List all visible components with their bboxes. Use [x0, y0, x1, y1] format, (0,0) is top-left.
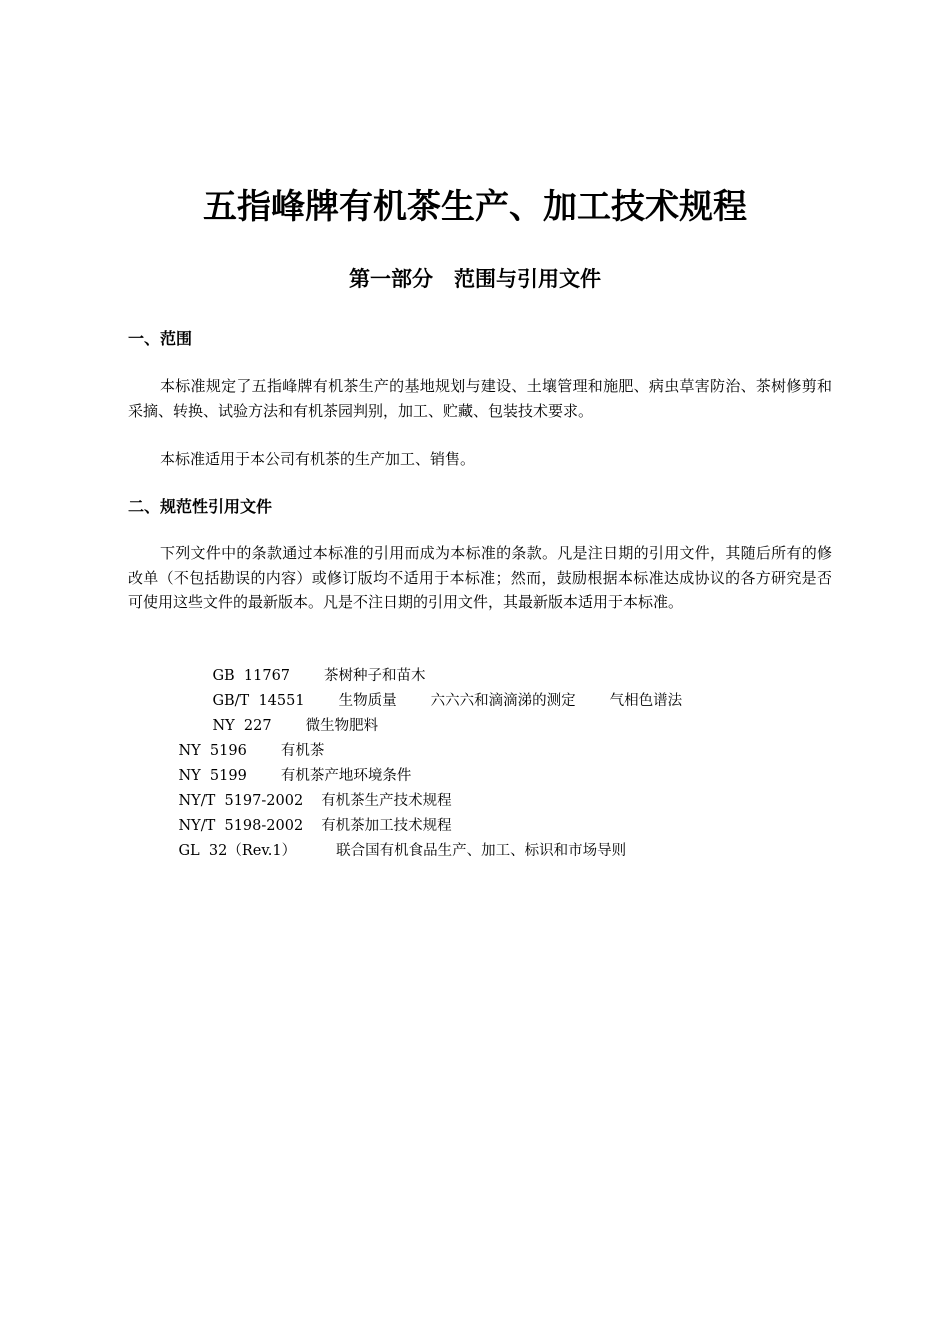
section-heading-scope: 一、范围	[128, 329, 193, 348]
scope-paragraph-2: 本标准适用于本公司有机茶的生产加工、销售。	[160, 450, 476, 468]
reference-code: NY/T 5198-2002	[178, 818, 304, 834]
reference-name: 有机茶加工技术规程	[321, 818, 452, 834]
reference-name: 微生物肥料	[305, 718, 379, 734]
reference-code: GL 32（Rev.1）	[178, 843, 297, 859]
reference-name: 有机茶	[280, 743, 325, 759]
reference-item	[160, 815, 626, 887]
document-title: 五指峰牌有机茶生产、加工技术规程	[203, 187, 747, 227]
part-title: 第一部分 范围与引用文件	[349, 267, 601, 291]
scope-paragraph-1: 本标准规定了五指峰牌有机茶生产的基地规划与建设、土壤管理和施肥、病虫草害防治、茶树修剪和采摘、转换、试验方法和有机茶园判别，加工、贮藏、包装技术要求。	[128, 377, 832, 420]
reference-code: GB 11767	[212, 668, 291, 684]
reference-code: NY/T 5197-2002	[178, 793, 304, 809]
reference-code: NY 5199	[178, 768, 247, 784]
reference-name: 有机茶生产技术规程	[321, 793, 452, 809]
reference-name: 生物质量	[338, 693, 397, 709]
reference-extra: 六六六和滴滴涕的测定	[430, 693, 576, 709]
reference-name: 联合国有机食品生产、加工、标识和市场导则	[336, 843, 627, 859]
reference-code: NY 5196	[178, 743, 247, 759]
references-paragraph: 下列文件中的条款通过本标准的引用而成为本标准的条款。凡是注日期的引用文件，其随后所有的修改单（不包括勘误的内容）或修订版均不适用于本标准；然而，鼓励根据本标准达成协议的各方研究是否可使用这些文件的最新版本。凡是不注日期的引用文件，其最新版本适用于本标准。	[128, 544, 832, 611]
reference-name: 茶树种子和苗木	[324, 668, 426, 684]
reference-name: 有机茶产地环境条件	[280, 768, 412, 784]
reference-extra: 气相色谱法	[609, 693, 683, 709]
section-heading-references: 二、规范性引用文件	[128, 497, 273, 516]
reference-code: NY 227	[212, 718, 272, 734]
reference-code: GB/T 14551	[212, 693, 305, 709]
